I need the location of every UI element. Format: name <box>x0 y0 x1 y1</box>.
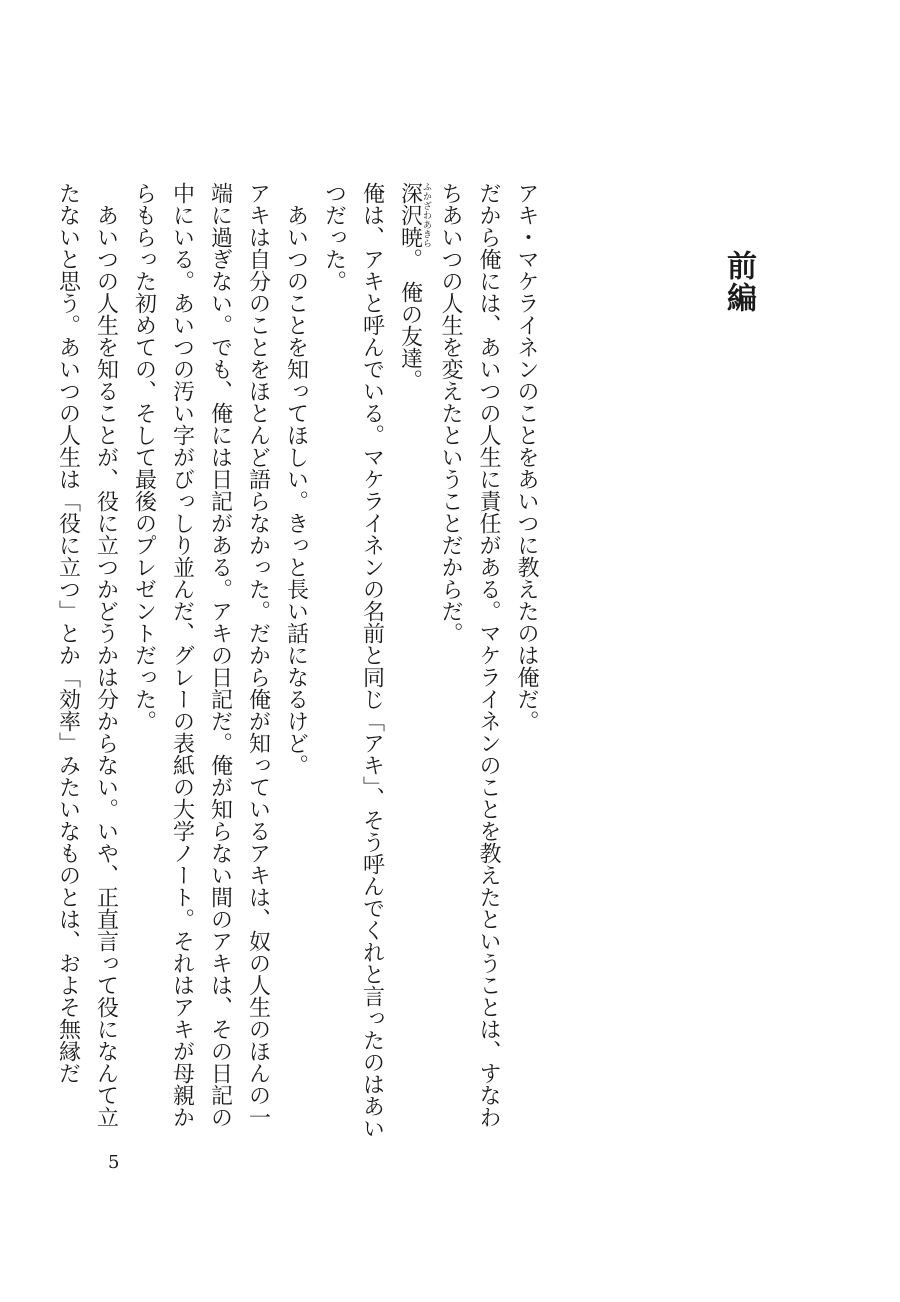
ruby-name-base: 深沢暁 <box>397 182 423 248</box>
page-number: 5 <box>108 1152 120 1173</box>
ruby-name <box>397 182 431 248</box>
paragraph-5: あいつのことを知ってほしい。きっと長い話になるけど。 <box>283 204 309 776</box>
paragraph-1: アキ・マケライネンのことをあいつに教えたのは俺だ。 <box>514 182 539 732</box>
ruby-name-reading: ふかざわあきら <box>421 182 431 248</box>
paragraph-2: だから俺には、あいつの人生に責任がある。マケライネンのことを教えたということは、すなわちあいつの人生を変えたということだからだ。 <box>438 182 501 1128</box>
paragraph-7: あいつの人生を知ることが、役に立つかどうかは分からない。いや、正直言って役になんて立たないと思う。あいつの人生は「役に立つ」とか「効率」みたいなものとは、およそ無縁だ <box>55 182 119 1128</box>
body-text <box>55 182 545 1142</box>
paragraph-3: 俺の友達。 <box>397 281 423 391</box>
paragraph-4: 俺は、アキと呼んでいる。マケライネンの名前と同じ「アキ」、そう呼んでくれと言ったのはあいつだった。 <box>321 182 385 1139</box>
ruby-name-period: 。 <box>397 248 423 259</box>
paragraph-6: アキは自分のことをほとんど語らなかった。だから俺が知っているアキは、奴の人生のほんの一端に過ぎない。でも、俺には日記がある。アキの日記だ。俺が知らない間のアキは、その日記の中にいる。あいつの汚い字がびっしり並んだ、グレーの表紙の大学ノート。それはアキが母親からもらった初めての、そして最後のプレゼントだった。 <box>131 182 271 1128</box>
chapter-title: 前編 <box>721 250 756 314</box>
paragraph-3-name-line <box>391 182 432 1142</box>
